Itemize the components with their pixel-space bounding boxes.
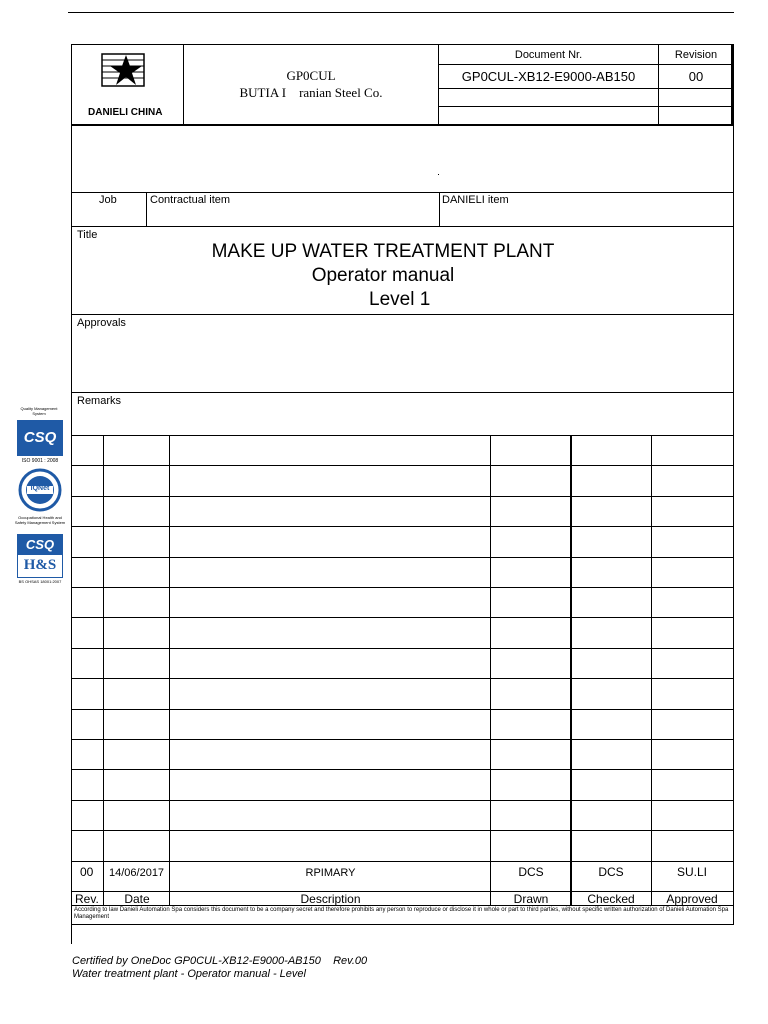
- csq-badge: [17, 420, 63, 456]
- qms-text: Quality Management System: [20, 406, 58, 416]
- title-line-2: Operator manual: [311, 265, 455, 286]
- hs-text: H&S: [23, 557, 57, 573]
- approvals-label: Approvals: [77, 317, 126, 329]
- header-bottom: [71, 124, 734, 126]
- grid-row-line: [71, 465, 734, 466]
- frame-left: [71, 44, 72, 924]
- ohs-text: Occupational Health and Safety Management System: [14, 515, 66, 525]
- col-description: Description: [300, 892, 361, 906]
- docnr-sep1: [439, 64, 733, 65]
- csq-text: CSQ: [23, 429, 57, 446]
- certification-logos: [14, 406, 68, 586]
- grid-row-line: [71, 739, 734, 740]
- grid-row-line: [71, 861, 734, 862]
- grid-row-line: [71, 800, 734, 801]
- header-right-bold: [731, 44, 733, 124]
- grid-column-line: [490, 435, 491, 905]
- iso-text: ISO 9001 : 2008: [21, 458, 59, 464]
- top-rule: [68, 12, 734, 13]
- revision-value: 00: [688, 69, 704, 84]
- title-line-1: MAKE UP WATER TREATMENT PLANT: [211, 241, 555, 262]
- grid-row-line: [71, 587, 734, 588]
- grid-row-line: [71, 769, 734, 770]
- grid-row-line: [71, 496, 734, 497]
- entry-drawn: DCS: [518, 865, 544, 879]
- frame-top: [71, 44, 734, 45]
- dot-mark: [438, 174, 439, 175]
- bs-text: BS OHSAS 18001:2007: [18, 579, 62, 584]
- col-approved: Approved: [666, 892, 718, 906]
- grid-row-line: [71, 557, 734, 558]
- grid-row-line: [71, 709, 734, 710]
- footer-line-1: Certified by OneDoc GP0CUL-XB12-E9000-AB150 Rev.00: [72, 955, 368, 967]
- grid-row-line: [71, 678, 734, 679]
- contractual-divider: [439, 192, 440, 226]
- col-drawn: Drawn: [513, 892, 549, 906]
- entry-approved: SU.LI: [676, 865, 707, 879]
- entry-date: 14/06/2017: [109, 867, 165, 879]
- footer-line-2: Water treatment plant - Operator manual - Level: [72, 968, 306, 980]
- client-code: GP0CUL: [286, 68, 336, 83]
- remarks-bottom: [71, 435, 734, 436]
- grid-column-line: [169, 435, 170, 905]
- job-row-top: [71, 192, 734, 193]
- grid-column-line: [570, 435, 572, 905]
- client-name: BUTIA I ranian Steel Co.: [239, 85, 383, 100]
- iqnet-seal-icon: [18, 468, 62, 512]
- danieli-star-icon: [100, 52, 146, 88]
- company-logo: [100, 52, 146, 88]
- grid-row-line: [71, 648, 734, 649]
- title-bottom: [71, 314, 734, 315]
- grid-row-line: [71, 617, 734, 618]
- revision-label: Revision: [674, 49, 718, 61]
- frame-bottom: [71, 924, 734, 925]
- title-label: Title: [77, 229, 98, 241]
- iqnet-text: IQNet: [30, 485, 50, 492]
- remarks-label: Remarks: [77, 395, 122, 407]
- frame-right: [733, 44, 734, 924]
- docnr-sep2: [439, 88, 733, 89]
- title-line-3: Level 1: [369, 289, 431, 310]
- approvals-bottom: [71, 392, 734, 393]
- company-name: DANIELI CHINA: [88, 107, 163, 118]
- danieli-item-label: DANIELI item: [442, 194, 509, 206]
- grid-row-line: [71, 526, 734, 527]
- document-nr-label: Document Nr.: [514, 49, 583, 61]
- entry-rev: 00: [80, 865, 94, 879]
- grid-column-line: [103, 435, 104, 905]
- csq-hs-badge: [17, 534, 63, 578]
- docnr-sep3: [439, 106, 733, 107]
- entry-checked: DCS: [598, 865, 624, 879]
- job-divider: [146, 192, 147, 226]
- col-checked: Checked: [587, 892, 635, 906]
- grid-column-line: [651, 435, 652, 905]
- contractual-label: Contractual item: [150, 194, 231, 206]
- job-label: Job: [99, 194, 117, 206]
- legal-note: According to law Danieli Automation Spa considers this document to be a company secret and therefore prohibits any person to reproduce or disclose it in whole or part to third parties, without specific written authorization of Danieli Automation Spa Management: [74, 907, 729, 920]
- grid-row-line: [71, 830, 734, 831]
- document-nr: GP0CUL-XB12-E9000-AB150: [461, 69, 636, 84]
- col-rev: Rev.: [75, 892, 99, 906]
- logo-divider: [183, 44, 184, 124]
- col-date: Date: [124, 892, 150, 906]
- csq2-text: CSQ: [18, 535, 62, 555]
- entry-description: RPIMARY: [305, 867, 356, 879]
- job-row-bottom: [71, 226, 734, 227]
- column-header-bottom: [71, 905, 734, 906]
- frame-left-extension: [71, 924, 72, 944]
